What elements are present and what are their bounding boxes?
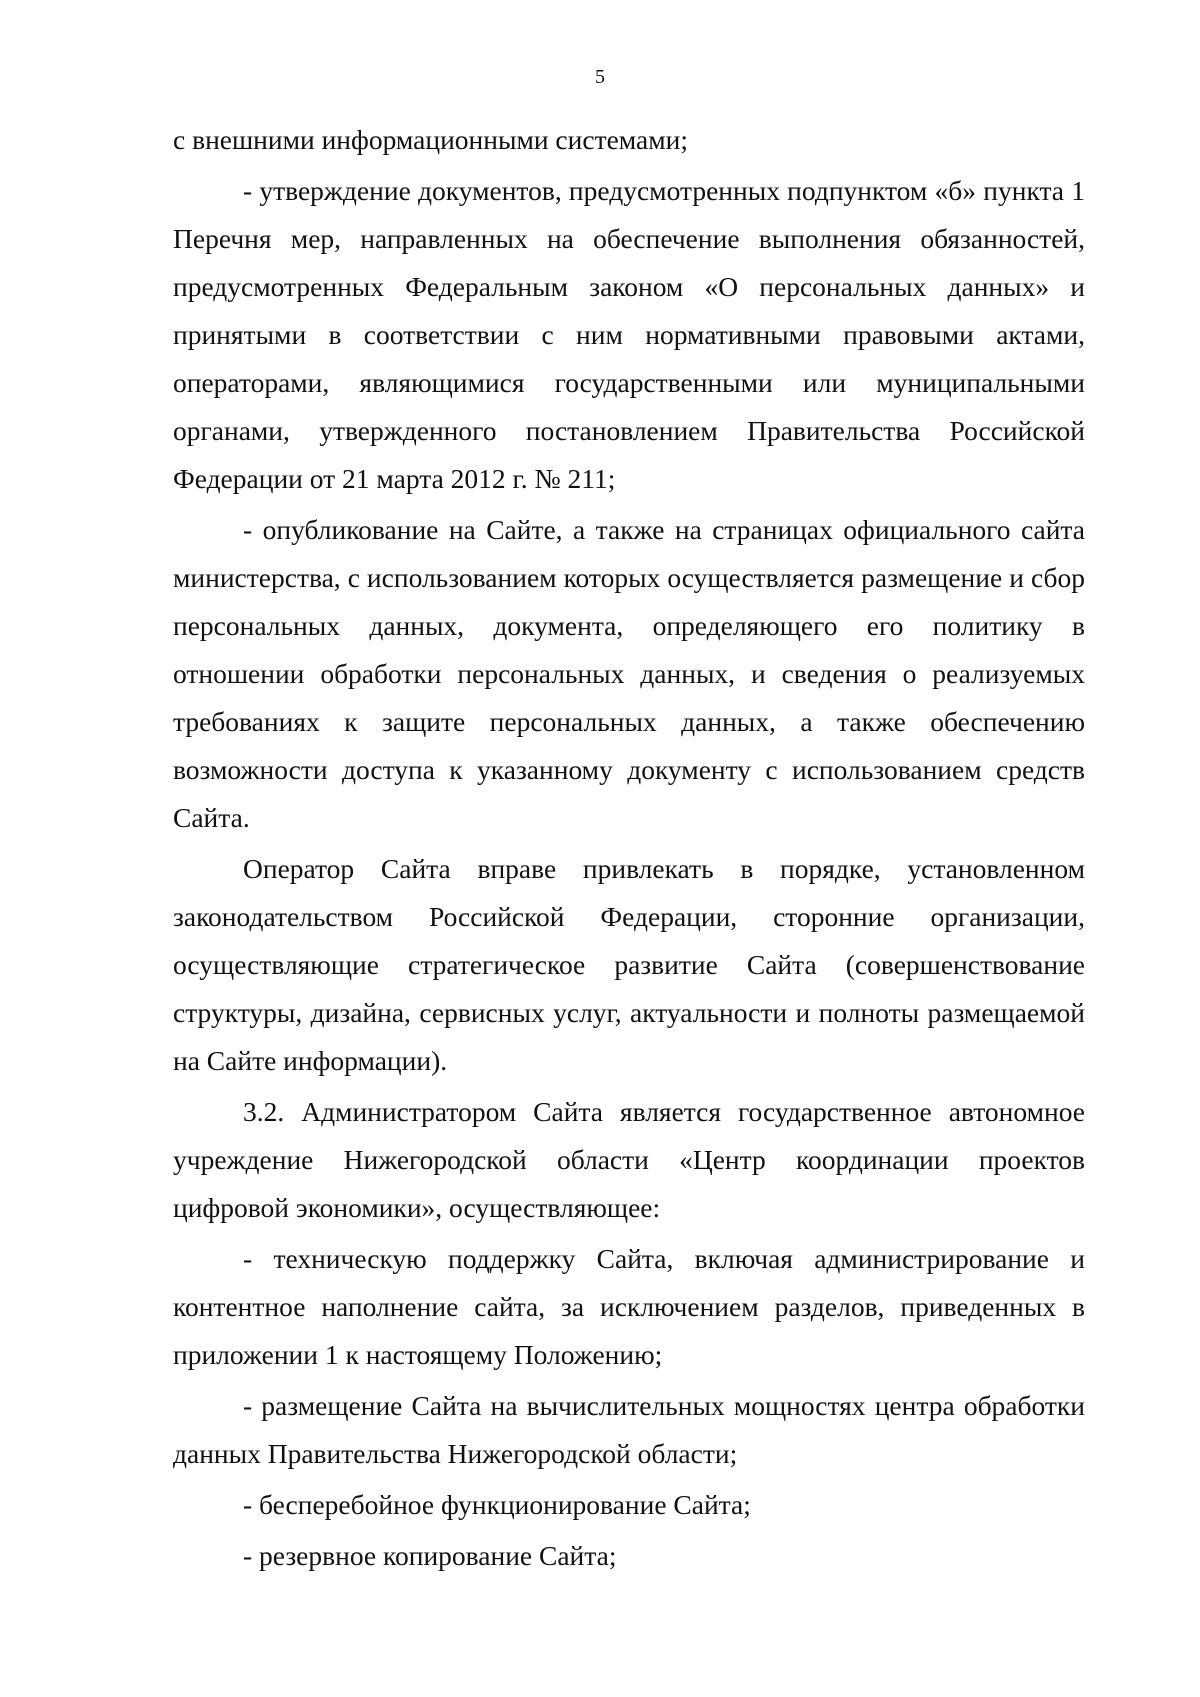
paragraph: 3.2. Администратором Сайта является государственное автономное учреждение Нижегородской области «Центр координации проектов цифровой экономики», осуществляющее: [173,1096,1085,1223]
document-body [173,116,1085,1580]
paragraph: - резервное копирование Сайта; [243,1540,617,1571]
paragraph: - техническую поддержку Сайта, включая администрирование и контентное наполнение сайта, за исключением разделов, приведенных в приложении 1 к настоящему Положению; [173,1243,1085,1370]
paragraph: - опубликование на Сайте, а также на страницах официального сайта министерства, с использованием которых осуществляется размещение и сбор персональных данных, документа, определяющего его политику в отношении обработки персональных данных, и сведения о реализуемых требованиях к защите персональных данных, а также обеспечению возможности доступа к указанному документу с использованием средств Сайта. [173,514,1085,833]
paragraph: с внешними информационными системами; [173,124,688,155]
paragraph: - бесперебойное функционирование Сайта; [243,1489,751,1520]
paragraph: - размещение Сайта на вычислительных мощностях центра обработки данных Правительства Нижегородской области; [173,1390,1085,1469]
paragraph: Оператор Сайта вправе привлекать в порядке, установленном законодательством Российской Федерации, сторонние организации, осуществляющие стратегическое развитие Сайта (совершенствование структуры, дизайна, сервисных услуг, актуальности и полноты размещаемой на Сайте информации). [173,853,1085,1076]
page-number: 5 [595,66,605,88]
paragraph: - утверждение документов, предусмотренных подпунктом «б» пункта 1 Перечня мер, направленных на обеспечение выполнения обязанностей, предусмотренных Федеральным законом «О персональных данных» и принятыми в соответствии с ним нормативными правовыми актами, операторами, являющимися государственными или муниципальными органами, утвержденного постановлением Правительства Российской Федерации от 21 марта 2012 г. № 211; [173,175,1085,494]
